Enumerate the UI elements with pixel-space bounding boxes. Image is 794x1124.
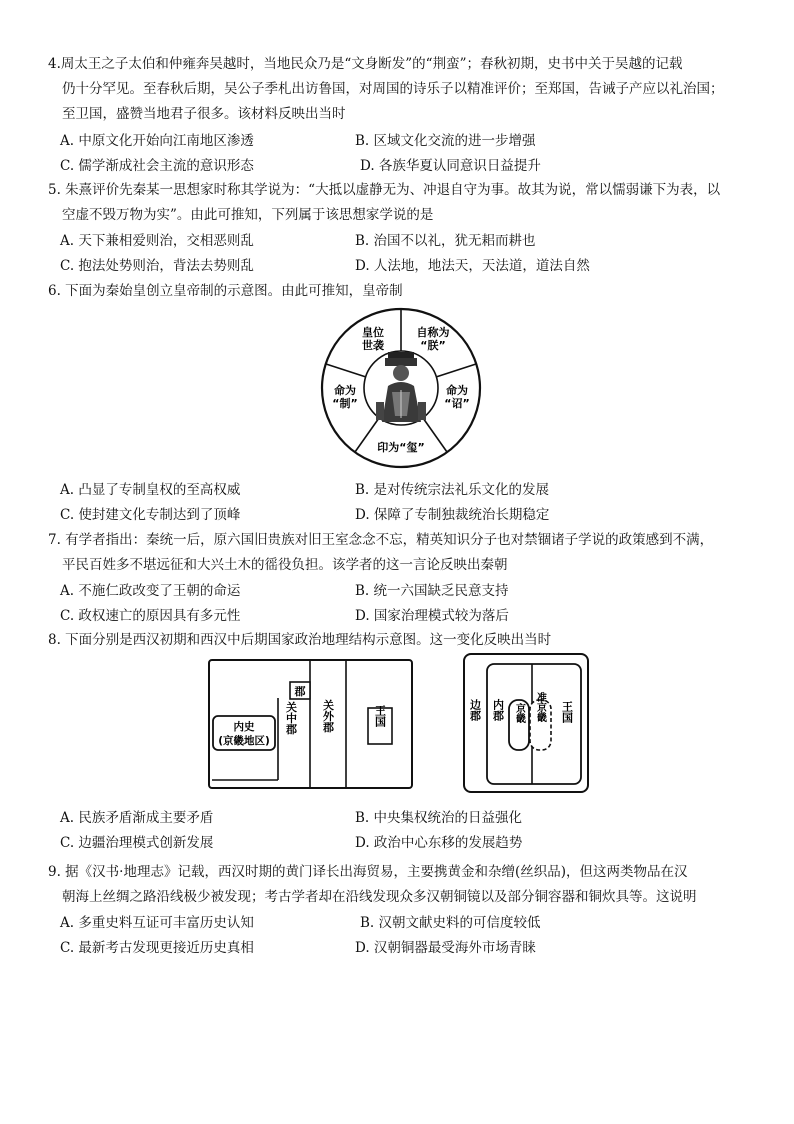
q5-option-b[interactable]: B. 治国不以礼，犹无耜而耕也	[355, 233, 536, 249]
q9-option-c[interactable]: C. 最新考古发现更接近历史真相	[60, 940, 254, 956]
question-7	[48, 528, 778, 578]
wheel-label-self-title-1: 自称为	[416, 326, 450, 339]
q6-option-c[interactable]: C. 使封建文化专制达到了顶峰	[60, 507, 241, 523]
q7-stem-line-1: 7. 有学者指出：秦统一后，原六国旧贵族对旧王室念念不忘，精英知识分子也对禁锢诸子学说的政策感到不满，	[48, 532, 714, 548]
q9-option-d[interactable]: D. 汉朝铜器最受海外市场青睐	[355, 940, 536, 956]
label-jingji: 京畿	[513, 703, 525, 723]
question-9	[48, 860, 778, 910]
wheel-label-edict-2: “诏”	[444, 397, 470, 410]
q5-stem-line-1: 5. 朱熹评价先秦某一思想家时称其学说为：“大抵以虚静无为、冲退自守为事。故其为说，常以懦弱谦下为表，以	[48, 182, 721, 198]
q4-option-d[interactable]: D. 各族华夏认同意识日益提升	[360, 158, 541, 174]
q5-option-a[interactable]: A. 天下兼相爱则治，交相恶则乱	[60, 233, 254, 249]
q4-options	[60, 129, 760, 179]
early-han-structure-diagram	[206, 654, 416, 794]
q7-stem-line-2: 平民百姓多不堪远征和大兴土木的徭役负担。该学者的这一言论反映出秦朝	[62, 557, 508, 573]
q7-option-d[interactable]: D. 国家治理模式较为落后	[355, 608, 509, 624]
emperor-system-wheel-diagram	[316, 306, 486, 470]
wheel-label-self-title-2: “朕”	[420, 339, 446, 352]
q6-option-a[interactable]: A. 凸显了专制皇权的至高权威	[60, 482, 241, 498]
label-wangguo-right: 王国	[560, 701, 574, 723]
q6-stem-line-1: 6. 下面为秦始皇创立皇帝制的示意图。由此可推知，皇帝制	[48, 283, 403, 299]
label-neishi: 内史	[233, 721, 255, 733]
q5-option-d[interactable]: D. 人法地，地法天，天法道，道法自然	[355, 258, 590, 274]
q9-options	[60, 911, 760, 961]
q7-option-c[interactable]: C. 政权速亡的原因具有多元性	[60, 608, 241, 624]
q7-options	[60, 579, 760, 629]
q4-option-c[interactable]: C. 儒学渐成社会主流的意识形态	[60, 158, 254, 174]
wheel-label-seal: 印为“玺”	[377, 441, 425, 454]
q8-stem-line-1: 8. 下面分别是西汉初期和西汉中后期国家政治地理结构示意图。这一变化反映出当时	[48, 632, 552, 648]
label-bian-jun: 边郡	[468, 699, 482, 721]
question-6	[48, 279, 778, 304]
q8-option-c[interactable]: C. 边疆治理模式创新发展	[60, 835, 214, 851]
q4-stem-line-1: 4.周太王之子太伯和仲雍奔吴越时，当地民众乃是“文身断发”的“荆蛮”；春秋初期，史书中关于吴越的记载	[48, 56, 683, 72]
wheel-label-succession-2: 世袭	[362, 339, 384, 352]
q4-stem-line-2: 仍十分罕见。至春秋后期，吴公子季札出访鲁国，对周国的诗乐子以精准评价；至郑国，告诫子产应以礼治国；	[62, 81, 724, 97]
q7-option-b[interactable]: B. 统一六国缺乏民意支持	[355, 583, 509, 599]
label-guanwai-jun: 关外郡	[321, 699, 335, 733]
wheel-label-succession-1: 皇位	[362, 326, 384, 339]
q5-option-c[interactable]: C. 抱法处势则治，背法去势则乱	[60, 258, 254, 274]
q5-options	[60, 229, 760, 279]
label-zhun-jingji: 准京畿	[534, 692, 546, 722]
label-guanzhong-jun: 关中郡	[284, 701, 298, 735]
question-5	[48, 178, 778, 228]
question-8	[48, 628, 778, 653]
late-han-structure-diagram	[462, 652, 590, 794]
q8-options	[60, 806, 760, 856]
q5-stem-line-2: 空虚不毁万物为实”。由此可推知，下列属于该思想家学说的是	[62, 207, 434, 223]
label-nei-jun: 内郡	[491, 699, 505, 721]
label-wangguo-left: 王国	[373, 705, 387, 727]
q4-option-b[interactable]: B. 区域文化交流的进一步增强	[355, 133, 536, 149]
q9-option-a[interactable]: A. 多重史料互证可丰富历史认知	[60, 915, 254, 931]
wheel-label-decree-2: “制”	[332, 397, 358, 410]
q4-option-a[interactable]: A. 中原文化开始向江南地区渗透	[60, 133, 254, 149]
q9-stem-line-1: 9. 据《汉书·地理志》记载，西汉时期的黄门译长出海贸易，主要携黄金和杂缯(丝织品)，但这两类物品在汉	[48, 864, 688, 880]
q6-option-b[interactable]: B. 是对传统宗法礼乐文化的发展	[355, 482, 550, 498]
wheel-label-decree-1: 命为	[334, 384, 356, 397]
question-4	[48, 52, 778, 127]
q8-option-b[interactable]: B. 中央集权统治的日益强化	[355, 810, 523, 826]
wheel-label-edict-1: 命为	[446, 384, 468, 397]
q6-options	[60, 478, 760, 528]
q8-option-d[interactable]: D. 政治中心东移的发展趋势	[355, 835, 523, 851]
label-jun: 郡	[294, 685, 306, 698]
q9-stem-line-2: 朝海上丝绸之路沿线极少被发现；考古学者却在沿线发现众多汉朝铜镜以及部分铜容器和铜炊具等。这说明	[62, 889, 697, 905]
q7-option-a[interactable]: A. 不施仁政改变了王朝的命运	[60, 583, 241, 599]
q6-option-d[interactable]: D. 保障了专制独裁统治长期稳定	[355, 507, 550, 523]
q9-option-b[interactable]: B. 汉朝文献史料的可信度较低	[360, 915, 541, 931]
q4-stem-line-3: 至卫国，盛赞当地君子很多。该材料反映出当时	[62, 106, 346, 122]
label-jingji-area: (京畿地区)	[218, 735, 270, 747]
q8-option-a[interactable]: A. 民族矛盾渐成主要矛盾	[60, 810, 214, 826]
